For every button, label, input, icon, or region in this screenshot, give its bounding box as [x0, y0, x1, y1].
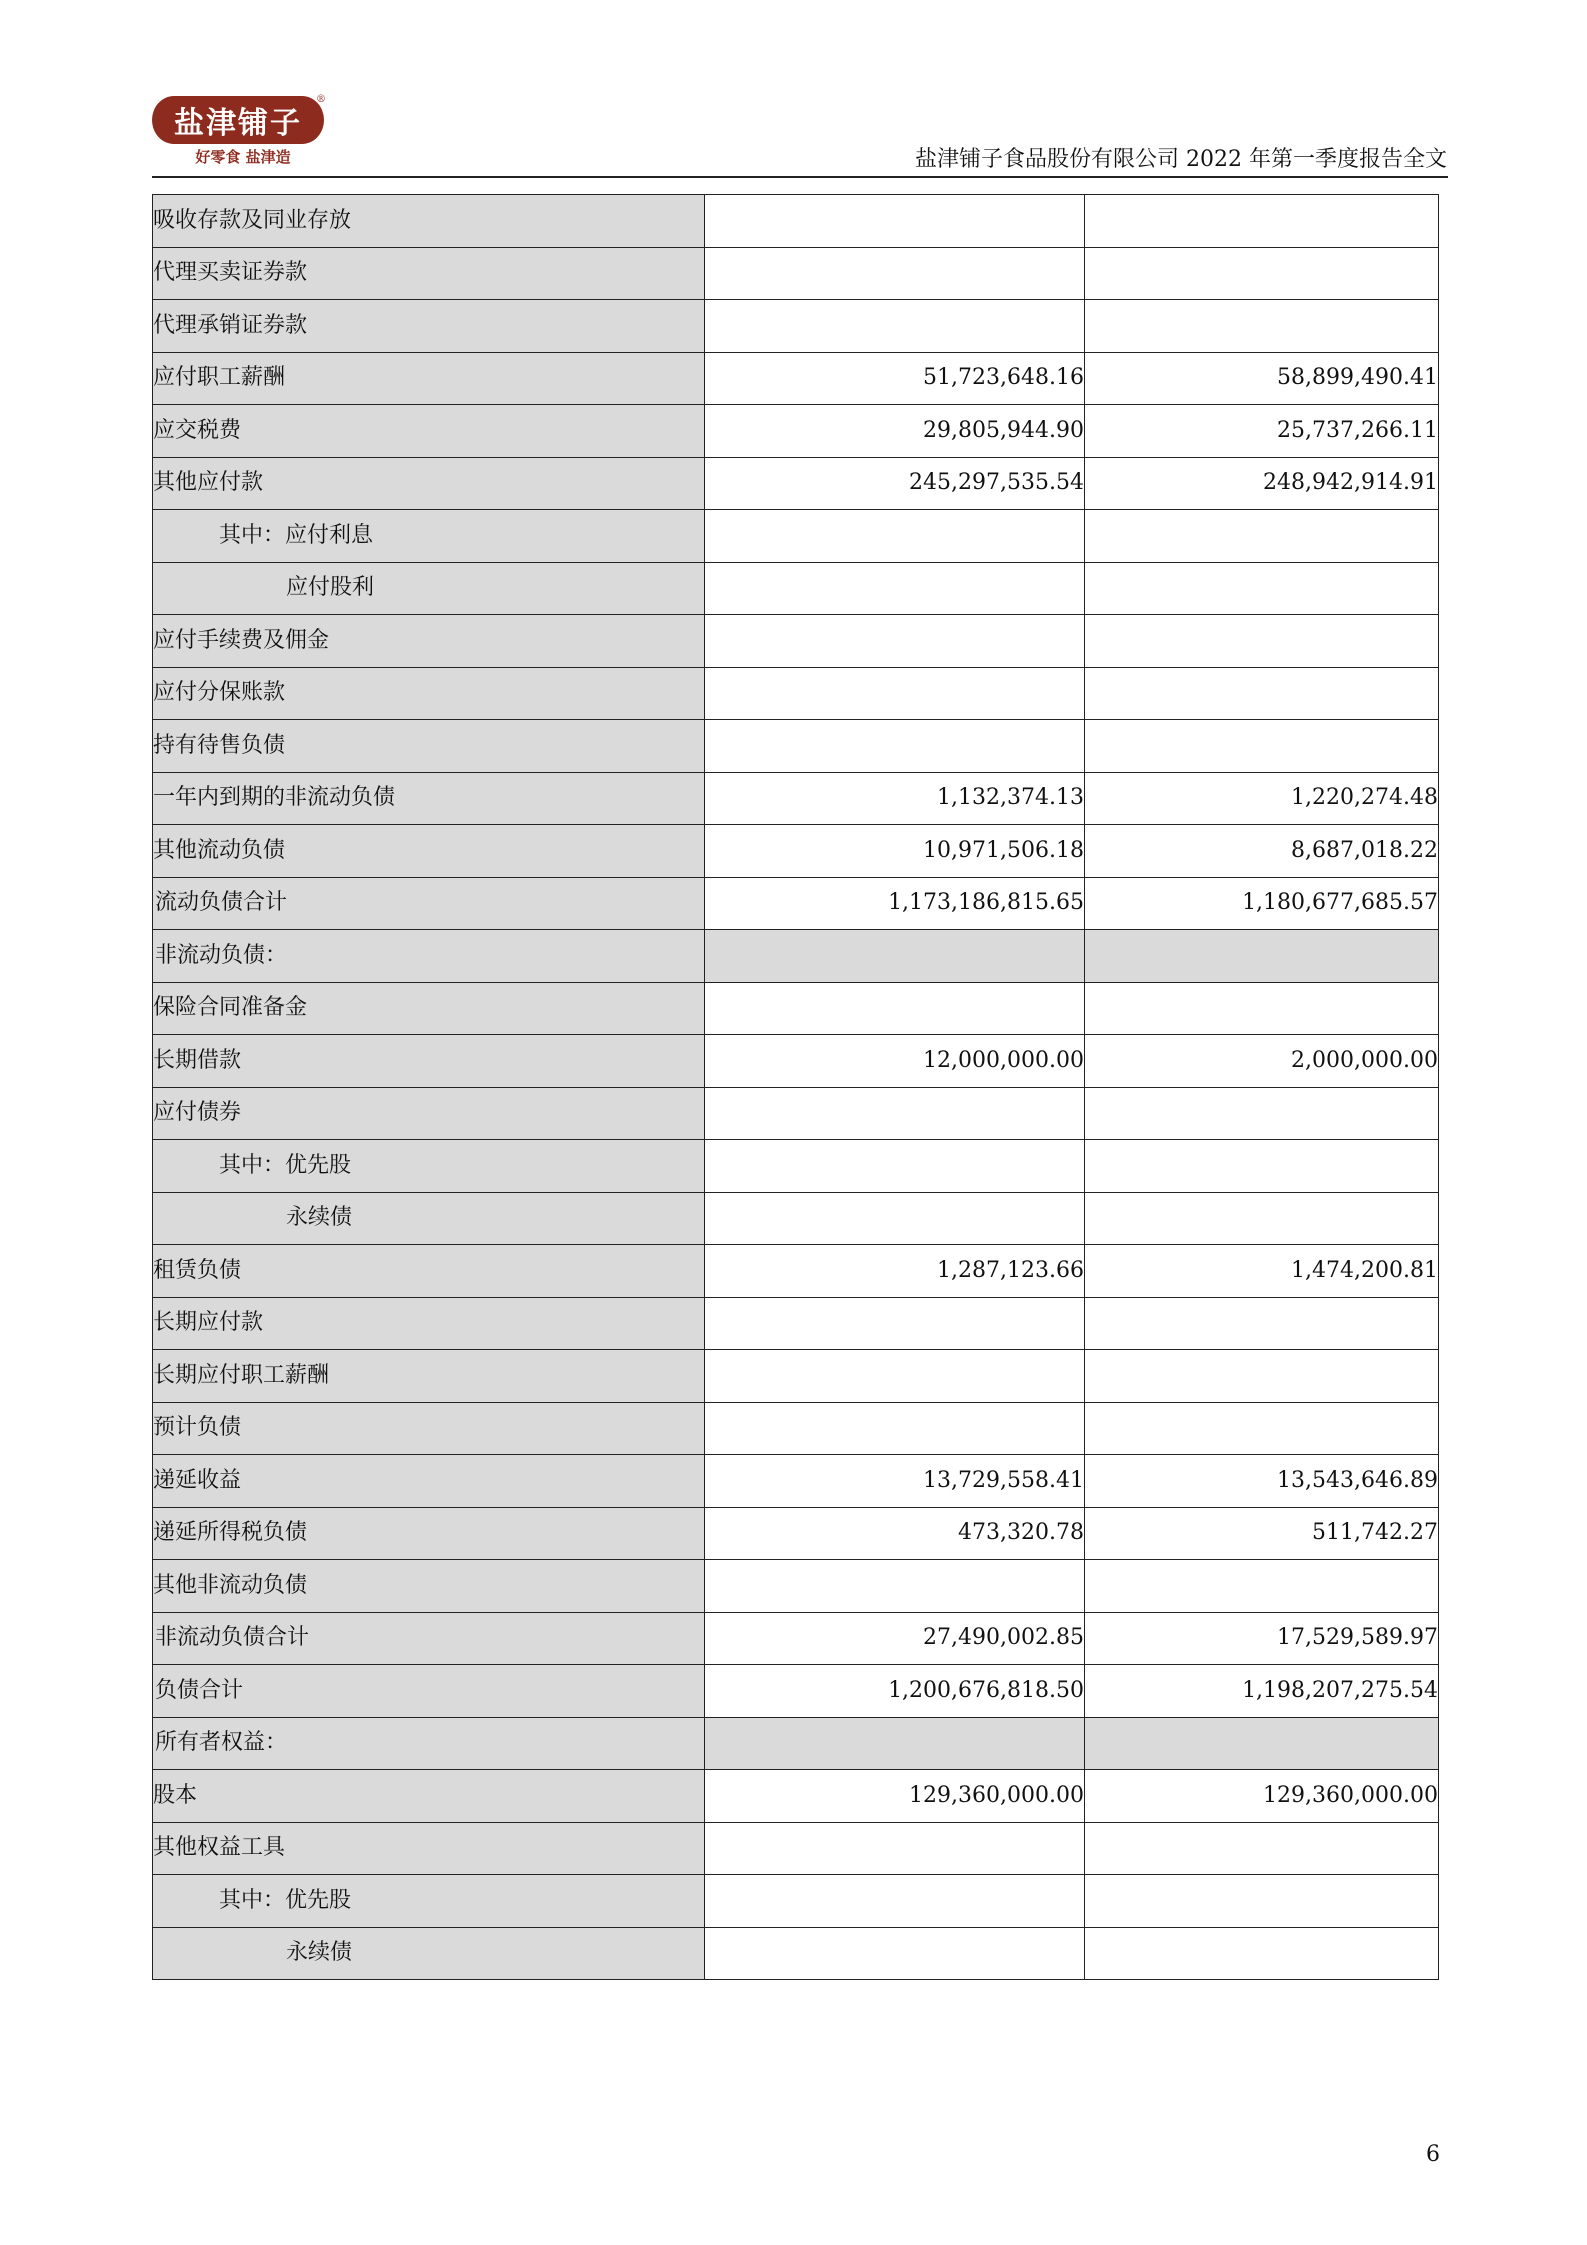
header-divider: [152, 176, 1448, 178]
prior-period-value: [1085, 1297, 1439, 1350]
prior-period-value: [1085, 930, 1439, 983]
table-row: [153, 195, 1439, 248]
current-period-value: [705, 930, 1085, 983]
row-label: 预计负债: [153, 1402, 705, 1455]
table-row: [153, 1612, 1439, 1665]
table-row: [153, 247, 1439, 300]
current-period-value: [705, 300, 1085, 353]
table-row: [153, 300, 1439, 353]
table-row: [153, 1507, 1439, 1560]
prior-period-value: 1,198,207,275.54: [1085, 1665, 1439, 1718]
current-period-value: 12,000,000.00: [705, 1035, 1085, 1088]
table-row: [153, 562, 1439, 615]
prior-period-value: [1085, 1822, 1439, 1875]
current-period-value: 51,723,648.16: [705, 352, 1085, 405]
prior-period-value: 1,474,200.81: [1085, 1245, 1439, 1298]
prior-period-value: 1,220,274.48: [1085, 772, 1439, 825]
row-label: 永续债: [153, 1927, 705, 1980]
table-row: [153, 1560, 1439, 1613]
row-label: 应付债券: [153, 1087, 705, 1140]
current-period-value: [705, 1140, 1085, 1193]
row-label: 代理买卖证券款: [153, 247, 705, 300]
prior-period-value: 25,737,266.11: [1085, 405, 1439, 458]
row-label: 应付分保账款: [153, 667, 705, 720]
prior-period-value: 511,742.27: [1085, 1507, 1439, 1560]
table-row: [153, 1192, 1439, 1245]
prior-period-value: 8,687,018.22: [1085, 825, 1439, 878]
balance-sheet-body: [153, 195, 1439, 1980]
prior-period-value: [1085, 1717, 1439, 1770]
prior-period-value: [1085, 1140, 1439, 1193]
page-number: 6: [1426, 2142, 1440, 2167]
prior-period-value: [1085, 300, 1439, 353]
prior-period-value: [1085, 1560, 1439, 1613]
current-period-value: [705, 1087, 1085, 1140]
row-label: 租赁负债: [153, 1245, 705, 1298]
table-row: [153, 825, 1439, 878]
table-row: [153, 457, 1439, 510]
current-period-value: 129,360,000.00: [705, 1770, 1085, 1823]
row-label: 其他权益工具: [153, 1822, 705, 1875]
prior-period-value: [1085, 1192, 1439, 1245]
table-row: [153, 1245, 1439, 1298]
current-period-value: 1,132,374.13: [705, 772, 1085, 825]
row-label: 其中：优先股: [153, 1140, 705, 1193]
prior-period-value: [1085, 1875, 1439, 1928]
row-label: 应付职工薪酬: [153, 352, 705, 405]
table-row: [153, 615, 1439, 668]
row-label: 持有待售负债: [153, 720, 705, 773]
row-label: 代理承销证券款: [153, 300, 705, 353]
table-row: [153, 667, 1439, 720]
table-row: [153, 1140, 1439, 1193]
row-label: 吸收存款及同业存放: [153, 195, 705, 248]
row-label: 流动负债合计: [153, 877, 705, 930]
row-label: 所有者权益：: [153, 1717, 705, 1770]
table-row: [153, 1402, 1439, 1455]
prior-period-value: 1,180,677,685.57: [1085, 877, 1439, 930]
row-label: 递延收益: [153, 1455, 705, 1508]
row-label: 其他非流动负债: [153, 1560, 705, 1613]
table-row: [153, 982, 1439, 1035]
table-row: [153, 1665, 1439, 1718]
current-period-value: 1,173,186,815.65: [705, 877, 1085, 930]
current-period-value: [705, 1350, 1085, 1403]
prior-period-value: [1085, 615, 1439, 668]
table-row: [153, 720, 1439, 773]
table-row: [153, 877, 1439, 930]
logo-slogan: 好零食 盐津造: [195, 148, 291, 166]
row-label: 递延所得税负债: [153, 1507, 705, 1560]
prior-period-value: 248,942,914.91: [1085, 457, 1439, 510]
prior-period-value: [1085, 195, 1439, 248]
current-period-value: [705, 1297, 1085, 1350]
prior-period-value: [1085, 982, 1439, 1035]
row-label: 长期借款: [153, 1035, 705, 1088]
table-row: [153, 1875, 1439, 1928]
current-period-value: [705, 562, 1085, 615]
prior-period-value: [1085, 1402, 1439, 1455]
table-row: [153, 510, 1439, 563]
current-period-value: [705, 247, 1085, 300]
current-period-value: [705, 1875, 1085, 1928]
prior-period-value: [1085, 510, 1439, 563]
current-period-value: [705, 1822, 1085, 1875]
balance-sheet-table: [152, 194, 1439, 1980]
current-period-value: 1,200,676,818.50: [705, 1665, 1085, 1718]
row-label: 应付手续费及佣金: [153, 615, 705, 668]
table-row: [153, 1770, 1439, 1823]
report-title: 盐津铺子食品股份有限公司 2022 年第一季度报告全文: [915, 147, 1447, 172]
prior-period-value: [1085, 1350, 1439, 1403]
company-logo: [152, 96, 324, 166]
prior-period-value: 58,899,490.41: [1085, 352, 1439, 405]
prior-period-value: [1085, 1087, 1439, 1140]
current-period-value: [705, 1560, 1085, 1613]
current-period-value: [705, 1927, 1085, 1980]
prior-period-value: 2,000,000.00: [1085, 1035, 1439, 1088]
table-row: [153, 352, 1439, 405]
current-period-value: 29,805,944.90: [705, 405, 1085, 458]
current-period-value: [705, 1717, 1085, 1770]
table-row: [153, 1035, 1439, 1088]
current-period-value: 13,729,558.41: [705, 1455, 1085, 1508]
current-period-value: 245,297,535.54: [705, 457, 1085, 510]
row-label: 其他应付款: [153, 457, 705, 510]
prior-period-value: 13,543,646.89: [1085, 1455, 1439, 1508]
prior-period-value: [1085, 247, 1439, 300]
table-row: [153, 1350, 1439, 1403]
row-label: 其中：优先股: [153, 1875, 705, 1928]
current-period-value: [705, 720, 1085, 773]
row-label: 永续债: [153, 1192, 705, 1245]
row-label: 应交税费: [153, 405, 705, 458]
table-row: [153, 405, 1439, 458]
row-label: 非流动负债合计: [153, 1612, 705, 1665]
table-row: [153, 1822, 1439, 1875]
row-label: 长期应付款: [153, 1297, 705, 1350]
row-label: 一年内到期的非流动负债: [153, 772, 705, 825]
row-label: 其中：应付利息: [153, 510, 705, 563]
row-label: 保险合同准备金: [153, 982, 705, 1035]
current-period-value: [705, 982, 1085, 1035]
current-period-value: [705, 1192, 1085, 1245]
current-period-value: 27,490,002.85: [705, 1612, 1085, 1665]
row-label: 股本: [153, 1770, 705, 1823]
table-row: [153, 930, 1439, 983]
prior-period-value: [1085, 720, 1439, 773]
prior-period-value: [1085, 1927, 1439, 1980]
current-period-value: 1,287,123.66: [705, 1245, 1085, 1298]
row-label: 非流动负债：: [153, 930, 705, 983]
row-label: 应付股利: [153, 562, 705, 615]
current-period-value: 10,971,506.18: [705, 825, 1085, 878]
row-label: 其他流动负债: [153, 825, 705, 878]
prior-period-value: [1085, 667, 1439, 720]
current-period-value: [705, 667, 1085, 720]
table-row: [153, 1297, 1439, 1350]
table-row: [153, 1927, 1439, 1980]
table-row: [153, 1455, 1439, 1508]
current-period-value: [705, 510, 1085, 563]
registered-mark: ®: [316, 94, 326, 105]
current-period-value: 473,320.78: [705, 1507, 1085, 1560]
prior-period-value: [1085, 562, 1439, 615]
current-period-value: [705, 615, 1085, 668]
prior-period-value: 17,529,589.97: [1085, 1612, 1439, 1665]
row-label: 长期应付职工薪酬: [153, 1350, 705, 1403]
logo-badge: 盐津铺子: [152, 96, 324, 144]
current-period-value: [705, 1402, 1085, 1455]
row-label: 负债合计: [153, 1665, 705, 1718]
prior-period-value: 129,360,000.00: [1085, 1770, 1439, 1823]
table-row: [153, 1717, 1439, 1770]
table-row: [153, 772, 1439, 825]
table-row: [153, 1087, 1439, 1140]
current-period-value: [705, 195, 1085, 248]
